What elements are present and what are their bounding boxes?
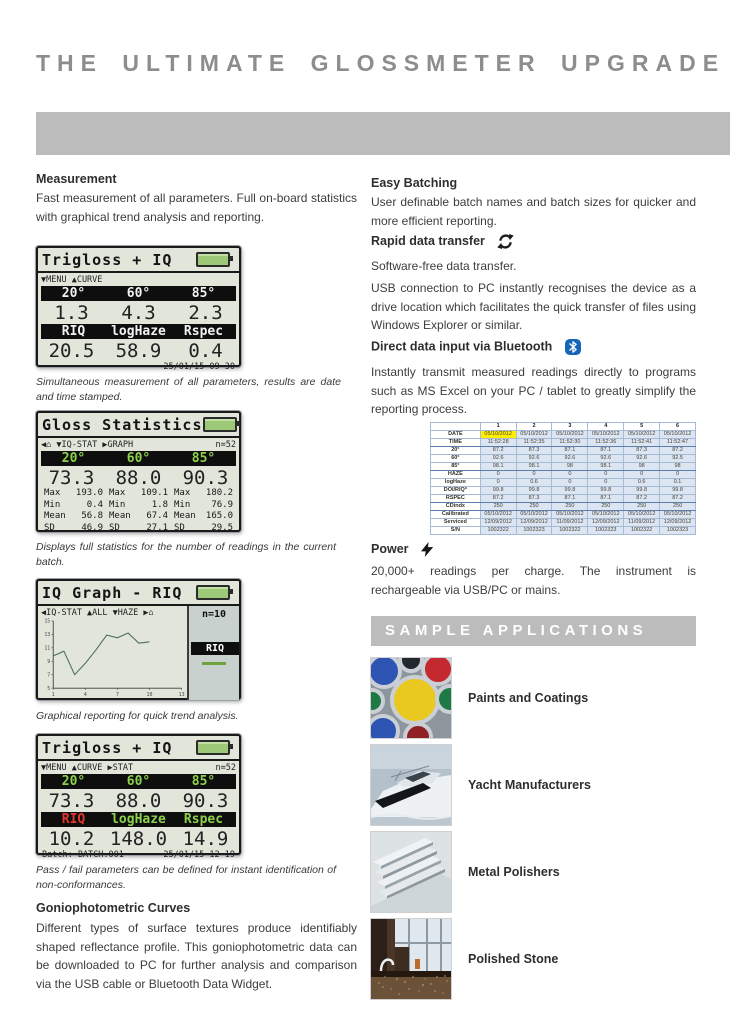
- table-row-label: CDindx: [431, 503, 481, 511]
- angle-label: 85°: [191, 286, 216, 301]
- app-label-stone: Polished Stone: [468, 952, 559, 966]
- lcd2-stats: [38, 488, 239, 534]
- svg-text:9: 9: [47, 659, 51, 666]
- table-cell: 98.1: [516, 463, 552, 471]
- stat-group: [171, 523, 236, 535]
- lcd4-menu-bar: [38, 761, 239, 773]
- table-cell: 92.6: [588, 455, 624, 463]
- stat-label: Min: [174, 499, 191, 510]
- riq-legend-line-swatch: [202, 662, 226, 665]
- table-cell: 92.5: [660, 455, 696, 463]
- app-label-yacht: Yacht Manufacturers: [468, 778, 591, 792]
- table-cell: 87.2: [660, 495, 696, 503]
- sample-applications-banner: SAMPLE APPLICATIONS: [371, 616, 696, 646]
- table-cell: 87.3: [516, 447, 552, 455]
- angle-value: 73.3: [48, 789, 95, 812]
- table-cell: 05/10/2012: [552, 511, 588, 519]
- lcd4-statusbar: [38, 849, 239, 860]
- table-cell: 11/09/2012: [624, 519, 660, 527]
- lcd1-title: Trigloss + IQ: [42, 250, 173, 269]
- svg-text:13: 13: [178, 692, 185, 699]
- stat-label: Mean: [44, 511, 66, 521]
- table-cell: 92.6: [552, 455, 588, 463]
- svg-text:15: 15: [44, 618, 51, 625]
- angle-value: 73.3: [48, 466, 95, 489]
- table-cell: 98: [552, 463, 588, 471]
- table-cell: 05/10/2012: [624, 431, 660, 439]
- lcd1-menu-bar: [38, 273, 239, 285]
- table-cell: 0: [552, 471, 588, 479]
- lcd1-timestamp: 25/01/15 09 30: [163, 361, 235, 372]
- param-value: 20.5: [48, 339, 95, 362]
- stat-group: [106, 488, 171, 500]
- table-row: [431, 447, 696, 455]
- table-cell: 0.6: [624, 479, 660, 487]
- table-cell: 87.2: [480, 447, 516, 455]
- table-cell: 87.3: [624, 447, 660, 455]
- table-cell: 05/10/2012: [588, 511, 624, 519]
- table-cell: 11:52:47: [660, 439, 696, 447]
- table-cell: 05/10/2012: [480, 511, 516, 519]
- table-row: [431, 503, 696, 511]
- stat-label: Mean: [174, 511, 196, 521]
- table-cell: 87.1: [552, 447, 588, 455]
- stat-value: 1.8: [151, 499, 168, 510]
- table-cell: 0: [480, 471, 516, 479]
- gonio-heading: Goniophotometric Curves: [36, 901, 191, 915]
- bluetooth-heading: [371, 339, 581, 355]
- bluetooth-label: Direct data input via Bluetooth: [371, 339, 553, 354]
- param-label: logHaze: [111, 324, 166, 339]
- table-cell: 05/10/2012: [516, 431, 552, 439]
- lcd4-titlebar: [38, 736, 239, 761]
- stat-value: 193.0: [75, 488, 103, 498]
- table-cell: 99.8: [588, 487, 624, 495]
- power-heading: [371, 542, 436, 557]
- stat-value: 109.1: [140, 488, 168, 498]
- table-column-header: 1: [480, 423, 516, 431]
- table-row-label: DATE: [431, 431, 481, 439]
- battery-icon: [196, 585, 230, 600]
- param-value: 58.9: [115, 339, 162, 362]
- table-cell: 11:52:35: [516, 439, 552, 447]
- table-cell: 250: [480, 503, 516, 511]
- lcd2-angle-values: [38, 467, 239, 488]
- stat-value: 165.0: [205, 511, 233, 521]
- app-label-paints: Paints and Coatings: [468, 691, 589, 705]
- table-cell: 0.1: [660, 479, 696, 487]
- angle-label: 60°: [126, 451, 151, 466]
- lcd-gloss-statistics: [36, 411, 241, 532]
- lcd3-body: [38, 606, 239, 700]
- battery-icon: [196, 252, 230, 267]
- param-value: 10.2: [48, 827, 95, 850]
- table-cell: 0: [480, 479, 516, 487]
- lcd1-statusbar: [38, 361, 239, 372]
- stat-value: 29.5: [211, 522, 233, 533]
- stat-label: Max: [44, 488, 61, 498]
- table-cell: 05/10/2012: [660, 431, 696, 439]
- angle-value: 2.3: [188, 301, 223, 324]
- lcd1-param-values: [38, 340, 239, 361]
- table-cell: 87.2: [660, 447, 696, 455]
- lcd3-sidebar: [187, 606, 239, 700]
- yacht-image: [371, 745, 451, 825]
- table-column-header: 4: [588, 423, 624, 431]
- table-cell: 05/10/2012: [588, 431, 624, 439]
- table-row: [431, 511, 696, 519]
- lcd3-titlebar: [38, 581, 239, 606]
- battery-icon: [203, 417, 237, 432]
- param-label: Rspec: [183, 812, 224, 827]
- easy-batching-body: User definable batch names and batch sizes for quicker and more efficient reporting.: [371, 195, 696, 228]
- lcd3-menu-items: ◀IQ-STAT ▲ALL ▼HAZE ▶⌂: [41, 607, 154, 618]
- table-row: [431, 487, 696, 495]
- battery-icon: [196, 740, 230, 755]
- power-label: Power: [371, 542, 409, 556]
- caption-statistics: Displays full statistics for the number of readings in the current batch.: [36, 541, 336, 569]
- app-row-paints: [371, 658, 696, 738]
- stat-label: Min: [109, 499, 126, 510]
- lcd1-param-header: [41, 324, 236, 339]
- stat-value: 56.8: [81, 511, 103, 521]
- table-cell: 11:52:30: [552, 439, 588, 447]
- angle-label: 60°: [126, 774, 151, 789]
- stat-value: 46.9: [81, 522, 103, 533]
- riq-chart: [39, 618, 186, 699]
- param-label-fail: RIQ: [61, 812, 86, 827]
- page-title: THE ULTIMATE GLOSSMETER UPGRADE: [36, 50, 726, 76]
- table-cell: 98: [660, 463, 696, 471]
- lcd3-graph-area: [38, 606, 187, 700]
- stat-group: [171, 511, 236, 523]
- lcd4-count: n=52: [215, 762, 236, 773]
- angle-value: 1.3: [54, 301, 89, 324]
- svg-text:10: 10: [146, 692, 153, 699]
- table-cell: 99.8: [480, 487, 516, 495]
- table-header-row: [431, 423, 696, 431]
- measurement-heading: Measurement: [36, 172, 117, 186]
- excel-table: [430, 422, 696, 535]
- app-row-metal: [371, 832, 696, 912]
- lcd-iq-graph: [36, 579, 241, 700]
- svg-text:7: 7: [47, 672, 51, 679]
- caption-graph: Graphical reporting for quick trend analysis.: [36, 710, 239, 722]
- rapid-transfer-label: Rapid data transfer: [371, 233, 485, 248]
- table-cell: 12/09/2012: [480, 519, 516, 527]
- app-row-yacht: [371, 745, 696, 825]
- metal-image: [371, 832, 451, 912]
- table-cell: 250: [552, 503, 588, 511]
- lcd4-title: Trigloss + IQ: [42, 738, 173, 757]
- table-row-label: logHaze: [431, 479, 481, 487]
- table-cell: 11:52:28: [480, 439, 516, 447]
- lcd1-menu-items: ▼MENU ▲CURVE: [41, 274, 103, 285]
- angle-label: 20°: [61, 774, 86, 789]
- measurement-body: Fast measurement of all parameters. Full on-board statistics with graphical trend analysis and reporting.: [36, 191, 357, 224]
- table-cell: 11/09/2012: [552, 519, 588, 527]
- lcd1-angle-header: [41, 286, 236, 301]
- table-column-header: 5: [624, 423, 660, 431]
- stone-image: [371, 919, 451, 999]
- table-column-header: 6: [660, 423, 696, 431]
- param-label: logHaze: [111, 812, 166, 827]
- caption-passfail: Pass / fail parameters can be defined for instant identification of non-conformances.: [36, 864, 336, 892]
- table-cell: 1002322: [552, 527, 588, 535]
- riq-legend-label: RIQ: [191, 642, 239, 655]
- param-value: 14.9: [182, 827, 229, 850]
- table-cell: 0: [588, 479, 624, 487]
- stat-label: SD: [174, 522, 185, 533]
- stat-group: [41, 523, 106, 535]
- angle-label: 20°: [61, 451, 86, 466]
- table-cell: 87.1: [588, 447, 624, 455]
- table-cell: 87.1: [552, 495, 588, 503]
- app-row-stone: [371, 919, 696, 999]
- svg-text:4: 4: [83, 692, 87, 699]
- power-bolt-icon: [421, 542, 436, 557]
- table-cell: 99.8: [624, 487, 660, 495]
- lcd2-count: n=52: [215, 439, 236, 450]
- stat-label: SD: [109, 522, 120, 533]
- table-cell: 1002323: [516, 527, 552, 535]
- table-cell: 05/10/2012: [516, 511, 552, 519]
- table-row: [431, 519, 696, 527]
- table-cell: 87.3: [516, 495, 552, 503]
- lcd-trigloss-passfail: [36, 734, 241, 860]
- angle-value: 4.3: [121, 301, 156, 324]
- table-cell: 1002322: [480, 527, 516, 535]
- lcd2-angle-header: [41, 451, 236, 466]
- table-row-label: DOI/RIQ*: [431, 487, 481, 495]
- table-cell: 0: [660, 471, 696, 479]
- table-cell: 05/10/2012: [552, 431, 588, 439]
- table-row-label: Serviced: [431, 519, 481, 527]
- stat-label: Max: [174, 488, 191, 498]
- angle-value: 90.3: [182, 466, 229, 489]
- table-row: [431, 527, 696, 535]
- lcd2-titlebar: [38, 413, 239, 438]
- table-row-label: HAZE: [431, 471, 481, 479]
- table-cell: 87.2: [480, 495, 516, 503]
- table-cell: 0: [552, 479, 588, 487]
- table-cell: 0: [588, 471, 624, 479]
- table-cell: 05/10/2012: [480, 431, 516, 439]
- table-row: [431, 455, 696, 463]
- stat-group: [106, 511, 171, 523]
- table-cell: 99.8: [660, 487, 696, 495]
- table-column-header: 2: [516, 423, 552, 431]
- rapid-transfer-body1: Software-free data transfer.: [371, 259, 517, 273]
- table-cell: 250: [516, 503, 552, 511]
- table-cell: 250: [660, 503, 696, 511]
- stat-group: [171, 500, 236, 512]
- param-label: Rspec: [183, 324, 224, 339]
- svg-text:7: 7: [115, 692, 119, 699]
- stat-value: 0.4: [86, 499, 103, 510]
- table-row-label: RSPEC: [431, 495, 481, 503]
- table-row: [431, 431, 696, 439]
- table-cell: 98.1: [480, 463, 516, 471]
- lcd4-batch: Batch: BATCH.001: [42, 849, 124, 860]
- table-cell: 99.8: [516, 487, 552, 495]
- table-cell: 1002323: [588, 527, 624, 535]
- power-body: 20,000+ readings per charge. The instrument is rechargeable via USB/PC or mains.: [371, 564, 696, 597]
- stat-value: 67.4: [146, 511, 168, 521]
- stat-row: [41, 523, 236, 535]
- caption-simultaneous: Simultaneous measurement of all parameters, results are date and time stamped.: [36, 376, 341, 404]
- stat-label: Max: [109, 488, 126, 498]
- lcd2-menu-bar: [38, 438, 239, 450]
- table-row-label: 60°: [431, 455, 481, 463]
- stat-group: [171, 488, 236, 500]
- lcd2-title: Gloss Statistics: [42, 415, 203, 434]
- stat-value: 76.9: [211, 499, 233, 510]
- table-cell: 0: [516, 471, 552, 479]
- easy-batching-heading: Easy Batching: [371, 176, 458, 190]
- table-cell: 05/10/2012: [660, 511, 696, 519]
- lcd-trigloss-readings: [36, 246, 241, 372]
- angle-label: 60°: [126, 286, 151, 301]
- angle-label: 20°: [61, 286, 86, 301]
- svg-text:13: 13: [44, 632, 51, 639]
- lcd3-count: n=10: [201, 609, 227, 620]
- table-row-label: 20°: [431, 447, 481, 455]
- table-cell: 12/09/2012: [660, 519, 696, 527]
- table-cell: 87.1: [588, 495, 624, 503]
- angle-value: 90.3: [182, 789, 229, 812]
- top-banner: [36, 112, 730, 155]
- table-row: [431, 479, 696, 487]
- table-cell: 1002323: [660, 527, 696, 535]
- bluetooth-body: Instantly transmit measured readings directly to programs such as MS Excel on your PC / tablet to greatly simplify the reporting process.: [371, 365, 696, 417]
- stat-row: [41, 500, 236, 512]
- rapid-transfer-body2: USB connection to PC instantly recognises the device as a drive location which facilitates the quick transfer of files using Windows Explorer or similar.: [371, 281, 696, 333]
- table-cell: 98: [624, 463, 660, 471]
- angle-label: 85°: [191, 774, 216, 789]
- lcd4-param-header: [41, 812, 236, 827]
- table-cell: 92.6: [516, 455, 552, 463]
- lcd3-title: IQ Graph - RIQ: [42, 583, 183, 602]
- stat-group: [41, 500, 106, 512]
- table-cell: 11:52:36: [588, 439, 624, 447]
- stat-row: [41, 511, 236, 523]
- table-row-label: S/N: [431, 527, 481, 535]
- excel-table-body: [431, 423, 696, 535]
- table-cell: 0: [624, 471, 660, 479]
- table-cell: 92.6: [480, 455, 516, 463]
- lcd1-titlebar: [38, 248, 239, 273]
- rapid-transfer-heading: [371, 233, 514, 250]
- stat-group: [106, 500, 171, 512]
- table-cell: 250: [624, 503, 660, 511]
- lcd4-menu-items: ▼MENU ▲CURVE ▶STAT: [41, 762, 134, 773]
- stat-group: [106, 523, 171, 535]
- stat-row: [41, 488, 236, 500]
- table-cell: 0.6: [516, 479, 552, 487]
- svg-text:5: 5: [47, 685, 51, 692]
- lcd2-menu-items: ◀⌂ ▼IQ-STAT ▶GRAPH: [41, 439, 134, 450]
- table-corner-cell: [431, 423, 481, 431]
- stat-label: SD: [44, 522, 55, 533]
- table-cell: 1002322: [624, 527, 660, 535]
- lcd4-angle-values: [38, 790, 239, 811]
- table-cell: 250: [588, 503, 624, 511]
- table-row: [431, 471, 696, 479]
- table-cell: 12/09/2012: [516, 519, 552, 527]
- angle-value: 88.0: [115, 789, 162, 812]
- lcd4-timestamp: 25/01/15 12 19: [163, 849, 235, 860]
- stat-label: Mean: [109, 511, 131, 521]
- bluetooth-icon: [565, 339, 581, 355]
- table-row-label: TIME: [431, 439, 481, 447]
- table-row-label: 85°: [431, 463, 481, 471]
- table-row-label: Calibrated: [431, 511, 481, 519]
- table-cell: 98.1: [588, 463, 624, 471]
- stat-value: 27.1: [146, 522, 168, 533]
- param-value: 148.0: [109, 827, 168, 850]
- lcd4-angle-header: [41, 774, 236, 789]
- stat-value: 180.2: [205, 488, 233, 498]
- table-cell: 92.6: [624, 455, 660, 463]
- table-cell: 05/10/2012: [624, 511, 660, 519]
- lcd3-menu-bar: [38, 606, 187, 618]
- sync-icon: [497, 233, 514, 250]
- paints-image: [371, 658, 451, 738]
- angle-value: 88.0: [115, 466, 162, 489]
- table-row: [431, 439, 696, 447]
- stat-group: [41, 511, 106, 523]
- table-cell: 11:52:41: [624, 439, 660, 447]
- stat-group: [41, 488, 106, 500]
- table-column-header: 3: [552, 423, 588, 431]
- gonio-body: Different types of surface textures produce identifiably shaped reflectance profile. This goniophotometric data can be downloaded to PC for further analysis and comparison via the USB cable or Bluetooth Data Widget.: [36, 921, 357, 991]
- param-value: 0.4: [188, 339, 223, 362]
- param-label: RIQ: [61, 324, 86, 339]
- table-cell: 12/09/2012: [588, 519, 624, 527]
- table-cell: 87.2: [624, 495, 660, 503]
- app-label-metal: Metal Polishers: [468, 865, 560, 879]
- table-row: [431, 495, 696, 503]
- table-row: [431, 463, 696, 471]
- svg-text:11: 11: [44, 645, 51, 652]
- svg-text:1: 1: [51, 692, 55, 699]
- lcd1-angle-values: [38, 302, 239, 323]
- table-cell: 99.8: [552, 487, 588, 495]
- angle-label: 85°: [191, 451, 216, 466]
- lcd4-param-values: [38, 828, 239, 849]
- stat-label: Min: [44, 499, 61, 510]
